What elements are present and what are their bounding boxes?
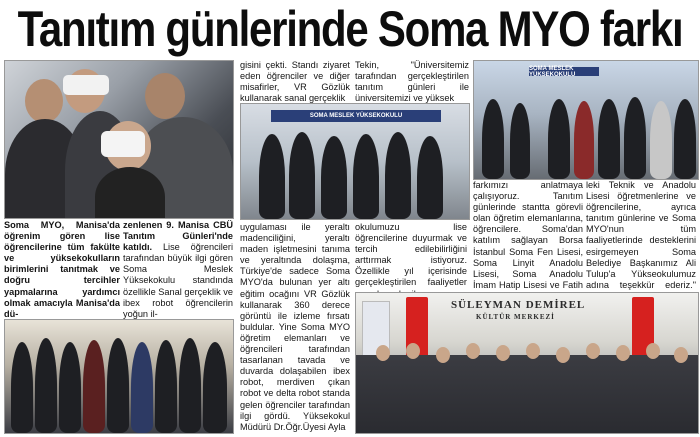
article-text: leki Teknik ve Anadolu Lisesi öğretmenlerine ve öğrencilerine, ayrıca tanıtım günlerine ve Soma MYO'nun tüm faaliyetlerinde desteklerini esirgemeyen Soma Belediye Başkanımız Ali Tulup'a Yükseokulumuz adına teşekkür ederiz." <box>586 180 696 290</box>
photo-group-officials <box>4 319 234 434</box>
building-sign-sub: KÜLTÜR MERKEZİ <box>476 313 555 321</box>
photo-cultural-center <box>355 292 699 434</box>
article-column-7 <box>473 180 583 302</box>
photo-stand-group <box>240 103 470 220</box>
article-column-4 <box>355 60 469 104</box>
headline: Tanıtım günlerinde Soma MYO farkı <box>17 1 683 57</box>
article-column-2 <box>123 220 233 320</box>
article-column-3 <box>240 60 350 104</box>
article-column-8 <box>586 180 696 302</box>
article-text: Tekin, "Üniversitemiz tarafından gerçekleştirilen tanıtım günleri ile üniversitemizi ve yüksek <box>355 60 469 104</box>
building-sign: SÜLEYMAN DEMİREL <box>451 299 586 311</box>
stand-banner: SOMA MESLEK YÜKSEKOKULU <box>271 110 441 122</box>
article-lead: Soma MYO, Manisa'da öğrenim gören lise öğrencilerine tüm fakülte ve yüksekokulların birimlerini tanıtmak ve doğru tercihler yapmalarına yardımcı olmak amacıyla Manisa'da dü- <box>4 220 120 319</box>
article-text: gisini çekti. Standı ziyaret eden öğrenciler ve diğer misafirler, VR Gözlük kullanarak sanal gerçeklik <box>240 60 350 104</box>
article-text: okulumuzu lise öğrencilerine duyurmak ve tercih edilebilirliğini arttırmak istiyoruz. Özellikle yıl içerisinde gerçekleştirilen faaliyetler <box>355 222 467 288</box>
article-text: farkımızı anlatmaya çalışıyoruz. Tanıtım günlerinde stantta görevli olan öğretim elemanlarına, öğrencilere. Soma'dan katılım sağlayan Borsa İstanbul Soma Fen Lisesi, Soma Linyit Anadolu Lisesi, Soma Anadolu İmam Hatip Lisesi ve Fatih <box>473 180 583 290</box>
article-column-6 <box>355 222 467 300</box>
photo-officials <box>473 60 699 180</box>
article-column-5 <box>240 222 350 433</box>
photo-vr-students <box>4 60 234 219</box>
article-column-1 <box>4 220 120 320</box>
article-text: Lise öğrencileri tarafından büyük ilgi gören Soma Meslek Yüksekokulu standında özellikle Sanal gerçeklik ve ibex robot öğrencilerin yoğun il- <box>123 242 233 319</box>
article-text: uygulaması ile yeraltı madenciliğini, yeraltı maden işletmesini tanıma ve yeraltında dolaşma, Türkiye'de sadece Soma MYO'da bulunan yer altı eğitim ocağını VR Gözlük kullanarak 360 derece görüntü ile izleme fırsatı buldular. Yine Soma MYO öğretim elemanları ve öğrencileri tarafından tasarlanan tavada ve duvarda dolaşabilen ibex robot, merdiven çıkan robot ve delta robot standa gelen öğrenciler tarafından ilgi gördü. Yüksekokul Müdürü Dr.Öğr.Üyesi Ayla <box>240 222 350 432</box>
stand-banner: SOMA MESLEK YÜKSEKOKULU <box>529 67 599 76</box>
article-lead-bold: zenlenen 9. Manisa CBÜ Tanıtım Günleri'nde katıldı. <box>123 220 233 253</box>
